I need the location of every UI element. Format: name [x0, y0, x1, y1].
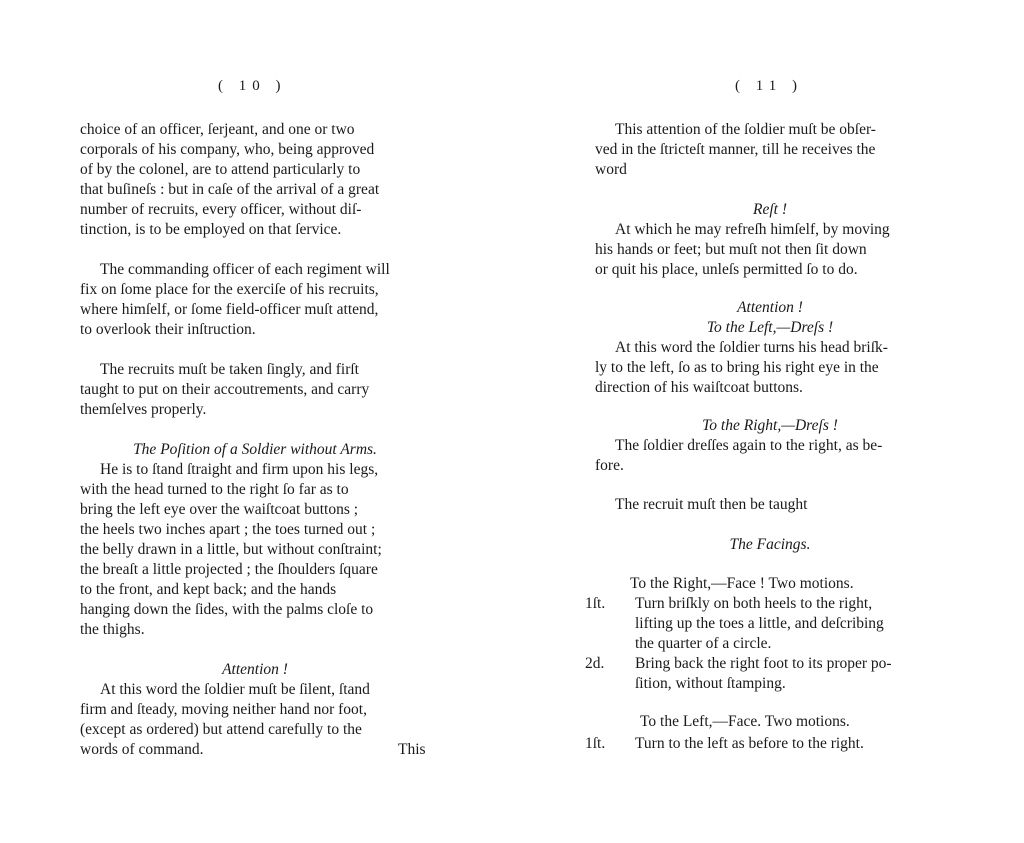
page-number: ( 10 ): [218, 78, 287, 94]
text-line: At which he may refreſh himſelf, by moving: [615, 221, 890, 238]
text-line: the heels two inches apart ; the toes turned out ;: [80, 521, 376, 538]
step-number: 1ſt.: [585, 595, 606, 612]
command-heading: To the Right,—Dreſs !: [702, 417, 838, 434]
text-line: bring the left eye over the waiſtcoat buttons ;: [80, 501, 359, 518]
text-line: firm and ſteady, moving neither hand nor foot,: [80, 701, 367, 718]
command-heading: Attention !: [737, 299, 803, 316]
text-line: words of command.: [80, 741, 204, 758]
text-line: The recruits muſt be taken ſingly, and firſt: [100, 361, 359, 378]
text-line: with the head turned to the right ſo far as to: [80, 481, 349, 498]
text-line: tinction, is to be employed on that ſervice.: [80, 221, 342, 238]
text-line: The commanding officer of each regiment will: [100, 261, 390, 278]
text-line: direction of his waiſtcoat buttons.: [595, 379, 803, 396]
text-line: The recruit muſt then be taught: [615, 496, 808, 513]
text-line: taught to put on their accoutrements, and carry: [80, 381, 370, 398]
text-line: or quit his place, unleſs permitted ſo to do.: [595, 261, 858, 278]
command-heading: Attention !: [222, 661, 288, 678]
section-heading: The Poſition of a Soldier without Arms.: [133, 441, 377, 458]
text-line: ſition, without ſtamping.: [635, 675, 786, 692]
catchword: This: [398, 741, 426, 758]
command-heading: To the Left,—Dreſs !: [706, 319, 834, 336]
text-line: The ſoldier dreſſes again to the right, as be-: [615, 437, 883, 454]
text-line: He is to ſtand ſtraight and firm upon his legs,: [100, 461, 379, 478]
step-number: 2d.: [585, 655, 605, 672]
text-line: fix on ſome place for the exerciſe of his recruits,: [80, 281, 379, 298]
text-line: ved in the ſtricteſt manner, till he receives the: [595, 141, 876, 158]
text-line: the breaſt a little projected ; the ſhoulders ſquare: [80, 561, 378, 578]
text-line: Bring back the right foot to its proper po-: [635, 655, 892, 672]
text-line: Turn to the left as before to the right.: [635, 735, 864, 752]
text-line: where himſelf, or ſome field-officer muſt attend,: [80, 301, 379, 318]
text-line: At this word the ſoldier muſt be ſilent, ſtand: [100, 681, 370, 698]
text-line: lifting up the toes a little, and deſcribing: [635, 615, 884, 632]
text-line: to the front, and kept back; and the hands: [80, 581, 337, 598]
text-line: word: [595, 161, 627, 178]
text-line: Turn briſkly on both heels to the right,: [635, 595, 873, 612]
text-line: to overlook their inſtruction.: [80, 321, 256, 338]
text-line: the thighs.: [80, 621, 145, 638]
text-line: the belly drawn in a little, but without conſtraint;: [80, 541, 382, 558]
text-line: ly to the left, ſo as to bring his right eye in the: [595, 359, 879, 376]
text-line: corporals of his company, who, being approved: [80, 141, 375, 158]
text-line: choice of an officer, ſerjeant, and one or two: [80, 121, 355, 138]
step-number: 1ſt.: [585, 735, 606, 752]
command-heading: To the Right,—Face ! Two motions.: [630, 575, 854, 592]
text-line: of by the colonel, are to attend particularly to: [80, 161, 361, 178]
text-line: his hands or feet; but muſt not then ſit down: [595, 241, 867, 258]
section-heading: The Facings.: [729, 536, 811, 553]
text-line: This attention of the ſoldier muſt be obſer-: [615, 121, 876, 138]
text-line: number of recruits, every officer, without diſ-: [80, 201, 362, 218]
text-line: fore.: [595, 457, 624, 474]
command-heading: To the Left,—Face. Two motions.: [640, 713, 850, 730]
text-line: that buſineſs : but in caſe of the arrival of a great: [80, 181, 380, 198]
text-line: the quarter of a circle.: [635, 635, 772, 652]
command-heading: Reſt !: [753, 201, 787, 218]
text-line: hanging down the ſides, with the palms cloſe to: [80, 601, 374, 618]
text-line: (except as ordered) but attend carefully to the: [80, 721, 362, 738]
page-number: ( 11 ): [735, 78, 803, 94]
text-line: At this word the ſoldier turns his head briſk-: [615, 339, 888, 356]
text-line: themſelves properly.: [80, 401, 207, 418]
